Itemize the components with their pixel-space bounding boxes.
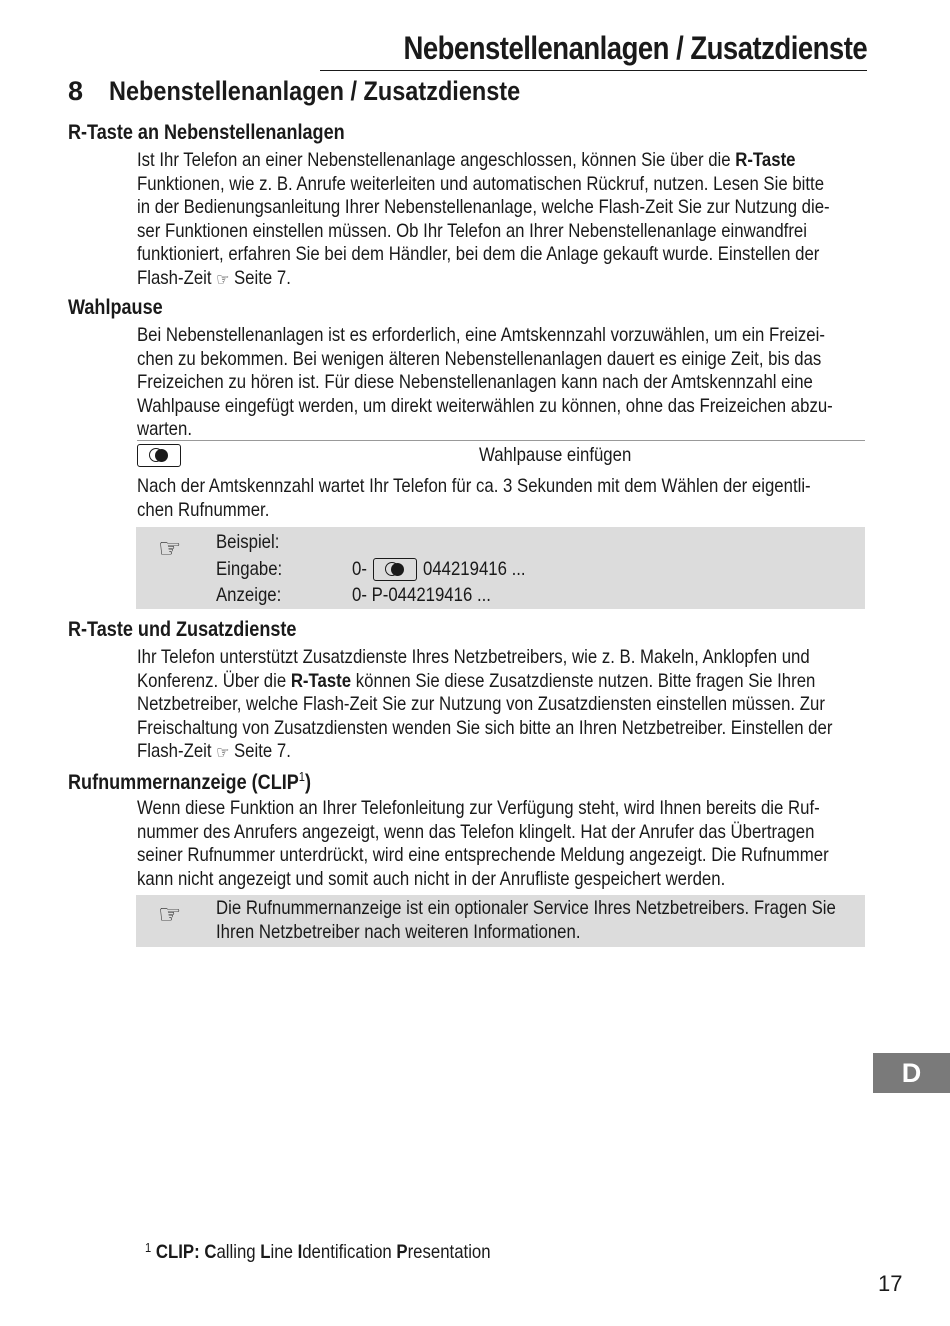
key-instruction-row bbox=[137, 443, 865, 469]
r-key-label: R-Taste bbox=[290, 669, 352, 692]
footnote-letter: I bbox=[297, 1241, 303, 1263]
text-line: Ihr Telefon unterstützt Zusatzdienste Ihres Netzbetreibers, wie z. B. Makeln, Anklopfen und bbox=[137, 646, 810, 668]
text-line: Freischaltung von Zusatzdiensten wenden Sie sich bitte an Ihren Netzbetreiber. Einstellen der bbox=[137, 716, 833, 739]
example-title: Beispiel: bbox=[216, 531, 280, 553]
key-description: Wahlpause einfügen bbox=[479, 444, 632, 466]
pause-key-icon bbox=[137, 444, 181, 467]
example-input-prefix: 0- bbox=[352, 558, 367, 580]
text-line: kann nicht angezeigt und somit auch nicht in der Anrufliste gespeichert werden. bbox=[137, 867, 726, 890]
footnote-letter: P bbox=[396, 1241, 408, 1263]
text-line: Freizeichen zu hören ist. Für diese Nebenstellenanlagen kann nach der Amtskennzahl eine bbox=[137, 371, 813, 393]
example-display-value: 0- P-044219416 ... bbox=[352, 584, 491, 606]
example-input-number: 044219416 ... bbox=[423, 558, 526, 580]
text-line: Wenn diese Funktion an Ihrer Telefonleitung zur Verfügung steht, wird Ihnen bereits die Ruf- bbox=[137, 797, 820, 819]
footnote-text: ine bbox=[270, 1241, 298, 1263]
text-line: Die Rufnummernanzeige ist ein optionaler Service Ihres Netzbetreibers. Fragen Sie bbox=[216, 897, 836, 919]
clip-note-box bbox=[136, 895, 865, 947]
page-number: 17 bbox=[878, 1271, 903, 1296]
text-line: chen zu bekommen. Bei wenigen älteren Nebenstellenanlagen dauert es einige Zeit, bis das bbox=[137, 347, 822, 370]
section-heading-r-taste: R-Taste an Nebenstellenanlagen bbox=[68, 121, 345, 144]
section-body-zusatzdienste bbox=[137, 646, 859, 765]
text-line: Flash-Zeit bbox=[137, 740, 217, 762]
chapter-title: Nebenstellenanlagen / Zusatzdienste bbox=[109, 76, 521, 106]
text-line: können Sie diese Zusatzdienste nutzen. Bitte fragen Sie Ihren bbox=[351, 669, 816, 692]
chapter-heading bbox=[68, 76, 582, 107]
text-line: Wahlpause eingefügt werden, um direkt weiterwählen zu können, ohne das Freizeichen abzu- bbox=[137, 394, 833, 417]
text-line: ser Funktionen einstellen müssen. Ob Ihr Telefon an Ihrer Nebenstellenanlage einwandfrei bbox=[137, 219, 807, 242]
text-line: Ist Ihr Telefon an einer Nebenstellenanlage angeschlossen, können Sie über die bbox=[137, 149, 736, 171]
text-line: Konferenz. Über die bbox=[137, 669, 291, 692]
section-body-wahlpause bbox=[137, 324, 859, 442]
pointing-hand-icon: ☞ bbox=[216, 743, 230, 762]
heading-text-end: ) bbox=[305, 771, 312, 794]
text-line: nummer des Anrufers angezeigt, wenn das Telefon klingelt. Hat der Anrufer das Übertragen bbox=[137, 820, 815, 843]
footnote-text: dentification bbox=[302, 1241, 397, 1263]
text-line: seiner Rufnummer unterdrückt, wird eine entsprechende Meldung angezeigt. Die Rufnummer bbox=[137, 844, 829, 866]
example-note-box bbox=[136, 527, 865, 609]
pointing-hand-icon: ☞ bbox=[158, 533, 182, 563]
text-line: chen Rufnummer. bbox=[137, 498, 270, 521]
running-head bbox=[320, 30, 867, 71]
section-body-r-taste bbox=[137, 149, 859, 291]
chapter-number: 8 bbox=[68, 76, 84, 106]
footnote-text: alling bbox=[216, 1241, 261, 1263]
text-line: Flash-Zeit bbox=[137, 266, 217, 289]
heading-text: Rufnummernanzeige (CLIP bbox=[68, 771, 299, 794]
footnote-text: resentation bbox=[407, 1241, 491, 1263]
r-key-label: R-Taste bbox=[735, 149, 796, 171]
text-line: Ihren Netzbetreiber nach weiteren Informationen. bbox=[216, 921, 581, 943]
section-heading-zusatzdienste: R-Taste und Zusatzdienste bbox=[68, 618, 297, 641]
pointing-hand-icon: ☞ bbox=[158, 899, 182, 929]
example-display-label: Anzeige: bbox=[216, 584, 282, 606]
footnote-mark: 1 bbox=[298, 769, 306, 784]
footnote-term: CLIP: C bbox=[155, 1241, 217, 1263]
section-body-clip bbox=[137, 797, 859, 891]
section-heading-wahlpause: Wahlpause bbox=[68, 296, 163, 319]
pointing-hand-icon: ☞ bbox=[216, 269, 230, 289]
text-line: Bei Nebenstellenanlagen ist es erforderlich, eine Amtskennzahl vorzuwählen, um ein Freizei- bbox=[137, 324, 825, 346]
text-line: Nach der Amtskennzahl wartet Ihr Telefon für ca. 3 Sekunden mit dem Wählen der eigentli- bbox=[137, 475, 811, 497]
divider bbox=[137, 440, 865, 441]
running-head-text: Nebenstellenanlagen / Zusatzdienste bbox=[403, 30, 867, 66]
footnote-mark: 1 bbox=[145, 1240, 152, 1255]
text-line: funktioniert, erfahren Sie bei dem Händler, bei dem die Anlage gekauft wurde. Einstellen der bbox=[137, 243, 820, 265]
text-line: Funktionen, wie z. B. Anrufe weiterleiten und automatischen Rückruf, nutzen. Lesen Sie bitte bbox=[137, 172, 825, 195]
text-line: warten. bbox=[137, 418, 192, 440]
page-reference: Seite 7. bbox=[229, 740, 291, 762]
language-tab: D bbox=[873, 1053, 950, 1093]
example-input-label: Eingabe: bbox=[216, 558, 283, 580]
pause-key-icon bbox=[373, 558, 417, 581]
wahlpause-followup bbox=[137, 475, 859, 522]
text-line: Netzbetreiber, welche Flash-Zeit Sie zur Nutzung von Zusatzdiensten einstellen müssen. Zur bbox=[137, 693, 825, 715]
footnote-letter: L bbox=[260, 1241, 271, 1263]
page-reference: Seite 7. bbox=[229, 266, 291, 289]
clip-note-text bbox=[216, 896, 836, 944]
text-line: in der Bedienungsanleitung Ihrer Nebenstellenanlage, welche Flash-Zeit Sie zur Nutzung die- bbox=[137, 196, 830, 218]
footnote bbox=[145, 1240, 491, 1264]
section-heading-clip bbox=[68, 769, 311, 795]
